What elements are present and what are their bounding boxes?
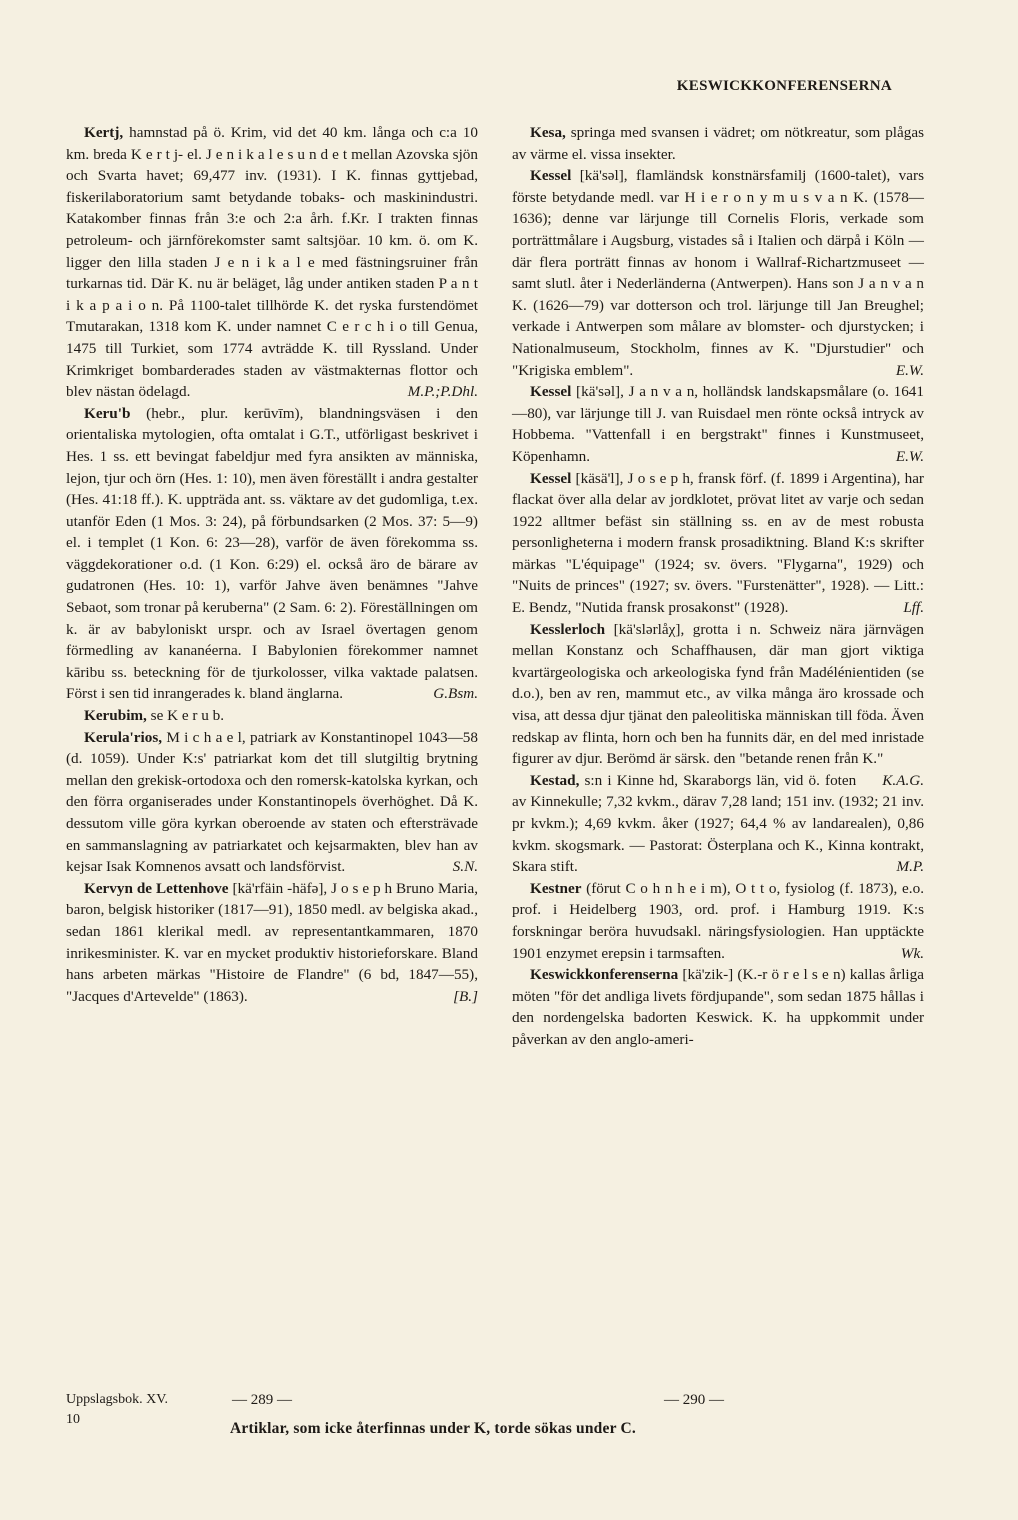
entry-text: [kä'rfäin -häfə], J o s e p h Bruno Maria, baron, belgisk historiker (1817—91), 1850 medl. av belgiska akad., sedan 1861 klerikal medl. av representantkammaren, 1870 inrikesminister. K. var en mycket produktiv historieforskare. Bland hans arbeten märkas "Histoire de Flandre" (6 bd, 1847—55), "Jacques d'Artevelde" (1863).	[66, 879, 479, 1005]
volume-label: Uppslagsbok. XV.	[66, 1392, 169, 1407]
footer-note: Artiklar, som icke återfinnas under K, torde sökas under C.	[230, 1420, 636, 1437]
entry-text: hamnstad på ö. Krim, vid det 40 km. långa och c:a 10 km. breda K e r t j- el. J e n i k a l e s u n d e t mellan Azovska sjön och Svarta havet; 69,477 inv. (1931). I K. finnas gyttjebad, fiskerilaboratorium samt betydande tobaks- och maskinindustri. Katakomber finnas från 3:e och 2:a årh. f.Kr. I trakten finnas petroleum- och järnförekomster samt saltsjöar. 10 km. ö. om K. ligger den lilla staden J e n i k a l e med fästningsruiner från turkarnas tid. Där K. nu är beläget, låg under antiken staden P a n t i k a p a i o n. På 1100-talet tillhörde K. det ryska furstendömet Tmutarakan, 1318 kom K. under namnet C e r c h i o till Genua, 1475 till Turkiet, som 1774 avträdde K. till Ryssland. Under Krimkriget bombarderades staden av västmakternas flottor och blev nästan ödelagd.	[66, 124, 478, 401]
entry-headword: Kerubim,	[84, 707, 147, 725]
entry-text: [kä'zik-] (K.-r ö r e l s e n) kallas årliga möten "för det andliga livets fördjupande", som sedan 1875 hållas i den nordengelska badorten Keswick. K. ha uppkommit under påverkan av den anglo-ameri-	[512, 966, 924, 1048]
entry-text: se K e r u b.	[146, 707, 225, 725]
dictionary-entry	[66, 122, 478, 403]
dictionary-entry	[512, 165, 924, 381]
entry-text: (hebr., plur. kerūvīm), blandningsväsen i den orientaliska mytologien, ofta omtalat i G.T., utförligast beskrivet i Hes. 1 ss. ett bevingat fabeldjur med fyra ansikten av människa, lejon, tjur och örn (Hes. 1: 10), men även föreställt i andra gestalter (Hes. 41:18 ff.). K. uppträda ant. ss. väktare av det gudomliga, t.ex. utanför Eden (1 Mos. 3: 24), på förbundsarken (2 Mos. 37: 5—9) el. i templet (1 Kon. 6: 23—28), varför de även förekomma ss. väggdekorationer o.d. (1 Kon. 6:29) el. också äro de bärare av gudatronen (Hes. 10: 1), varför Jahve även benämnes "Jahve Sebaot, som tronar på keruberna" (2 Sam. 6: 2). Föreställningen om k. är av babyloniskt urspr. och av Israel övertagen genom förmedling av kananéerna. I Babylonien förekommer namnet kāribu ss. beteckning för de tjurkolosser, vilka vaktade palatsen. Först i sen tid inrangerades k. bland änglarna.	[66, 404, 478, 703]
entry-headword: Kervyn de Lettenhove	[84, 879, 229, 897]
entry-signature: G.Bsm.	[433, 685, 478, 703]
entry-text: (förut C o h n h e i m), O t t o, fysiolog (f. 1873), e.o. prof. i Heidelberg 1903, ord. prof. i Hamburg 1919. K:s forskningar beröra huvudsakl. näringsfysiologien. Han upptäckte 1901 enzymet erepsin i tarmsaften.	[512, 879, 924, 962]
entry-signature: M.P.	[896, 858, 924, 876]
entry-headword: Keru'b	[84, 404, 131, 422]
entry-signature: M.P.;P.Dhl.	[407, 383, 478, 401]
right-column	[512, 122, 924, 1051]
left-column	[66, 122, 478, 1007]
entry-text: [käsä'l], J o s e p h, fransk förf. (f. 1899 i Argentina), har flackat över alla delar av jordklotet, prövat litet av varje och sedan 1922 alltmer befäst sin ställning ss. en av de mest robusta personligheterna i modern fransk prosadiktning. Bland K:s skrifter märkas "L'équipage" (1924; sv. övers. "Flygarna", 1929) och "Nuits de princes" (1927; sv. övers. "Furstenätter", 1928). — Litt.: E. Bendz, "Nutida fransk prosakonst" (1928).	[512, 469, 924, 617]
page-number-right: — 290 —	[664, 1392, 724, 1408]
entry-text: M i c h a e l, patriark av Konstantinopel 1043—58 (d. 1059). Under K:s' patriarkat kom det till slutgiltig brytning mellan den grekisk-ortodoxa och den romersk-katolska kyrkan, och den förra organiserades under Konstantinopels överhöghet. Då K. dessutom ville göra kyrkan oberoende av staten och eftersträvade en sammanslagning av patriarkatet och kejsarmakten, blev han av kejsar Isak Komnenos avsatt och landsförvist.	[66, 728, 478, 876]
dictionary-entry	[66, 878, 478, 1008]
entry-headword: Kertj,	[84, 124, 124, 141]
dictionary-entry	[512, 381, 924, 467]
dictionary-entry	[66, 705, 478, 727]
entry-headword: Kessel	[530, 469, 572, 487]
dictionary-entry	[66, 403, 478, 705]
entry-signature: Lff.	[903, 599, 924, 617]
page-number-left: — 289 —	[232, 1392, 292, 1408]
entry-text: s:n i Kinne hd, Skaraborgs län, vid ö. foten av Kinnekulle; 7,32 kvkm., därav 7,28 land; 151 inv. (1932; 21 inv. pr kvkm.); 4,69 kvkm. åker (1927; 64,4 % av landarealen), 0,86 kvkm. skogsmark. — Pastorat: Österplana och K., Kinna kontrakt, Skara stift.	[512, 771, 924, 876]
entry-headword: Kesa,	[530, 124, 566, 141]
entry-text: [kä'səl], J a n v a n, holländsk landskapsmålare (o. 1641—80), var lärjunge till J. van Ruisdael men rönte också intryck av Hobbema. "Vattenfall i en bergstrakt" finnes i Kunstmuseet, Köpenhamn.	[512, 383, 924, 465]
entry-signature: Wk.	[900, 944, 924, 962]
entry-headword: Keswickkonferenserna	[530, 966, 679, 984]
sheet-number: 10	[66, 1412, 80, 1427]
entry-headword: Kestad,	[530, 771, 580, 789]
dictionary-entry	[66, 727, 478, 878]
dictionary-entry	[512, 878, 924, 964]
entry-headword: Kessel	[530, 383, 572, 401]
entry-signature: E.W.	[895, 447, 924, 465]
entry-text: [kä'slərlåχ], grotta i n. Schweiz nära järnvägen mellan Konstanz och Schaffhausen, där man gjort viktiga kvartärgeologiska och arkeologiska fynd från Madélénientiden (se d.o.), ben av ren, mammut etc., av vilka många äro krossade och visa, att dessa djur tjänat den paleolitiska människan till föda. Även redskap av flinta, horn och ben ha funnits där, en del med inristade figurer av djur. Berömd är särsk. den "betande renen från K."	[512, 620, 924, 768]
entry-signature: [B.]	[453, 987, 478, 1005]
dictionary-entry	[512, 964, 924, 1050]
entry-headword: Kerula'rios,	[84, 728, 163, 746]
dictionary-entry	[512, 122, 924, 165]
entry-text: [kä'səl], flamländsk konstnärsfamilj (1600-talet), vars förste betydande medl. var H i e r o n y m u s v a n K. (1578—1636); denne var lärjunge till Cornelis Floris, verkade som porträttmålare i Augsburg, vistades så i Italien och därpå i Köln — där flera porträtt finnas av honom i Wallraf-Richartzmuseet — samt slutl. åter i Nederländerna (Antwerpen). Hans son J a n v a n K. (1626—79) var dotterson och trol. lärjunge till Jan Breughel; verkade i Antwerpen som målare av blomster- och djurstycken; i Nationalmuseum, Stockholm, finnes av K. "Djurstudier" och "Krigiska emblem".	[512, 167, 924, 379]
entry-text: springa med svansen i vädret; om nötkreatur, som plågas av värme el. vissa insekter.	[512, 124, 924, 163]
entry-signature: E.W.	[895, 361, 924, 379]
entry-headword: Kestner	[530, 879, 582, 897]
running-head: KESWICKKONFERENSERNA	[676, 78, 892, 94]
entry-headword: Kessel	[530, 167, 572, 185]
entry-signature: S.N.	[452, 858, 478, 876]
dictionary-entry	[512, 468, 924, 619]
entry-signature: K.A.G.	[882, 771, 924, 789]
entry-headword: Kesslerloch	[530, 620, 606, 638]
